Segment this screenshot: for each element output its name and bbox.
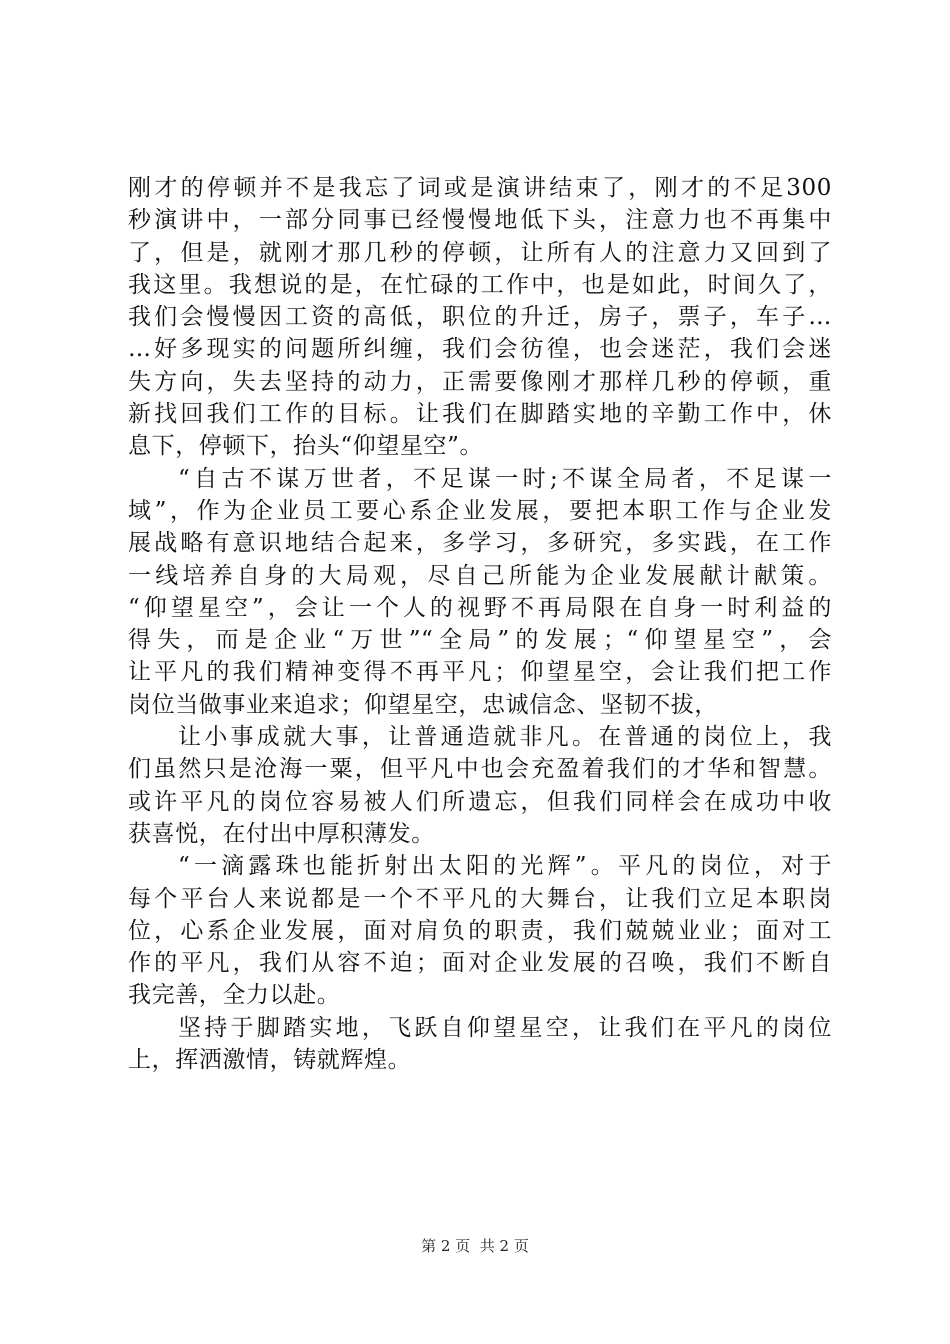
text-line: 刚才的停顿并不是我忘了词或是演讲结束了，刚才的不足300 [128, 175, 832, 201]
page-number-label: 第 2 页 共 2 页 [421, 1237, 529, 1255]
text-line: 域”，作为企业员工要心系企业发展，要把本职工作与企业发 [128, 497, 832, 524]
text-line: 我完善，全力以赴。 [128, 982, 341, 1009]
text-line: 一线培养自身的大局观，尽自己所能为企业发展献计献策。 [128, 562, 832, 589]
text-line: 我这里。我想说的是，在忙碌的工作中，也是如此，时间久了， [128, 271, 832, 298]
text-line: “仰望星空”，会让一个人的视野不再局限在自身一时利益的 [128, 594, 832, 621]
text-line: 展战略有意识地结合起来，多学习，多研究，多实践，在工作 [128, 530, 832, 557]
text-line: 让平凡的我们精神变得不再平凡；仰望星空，会让我们把工作 [128, 659, 832, 686]
text-line: “自古不谋万世者，不足谋一时;不谋全局者，不足谋一 [178, 465, 832, 492]
text-line: …好多现实的问题所纠缠，我们会彷徨，也会迷茫，我们会迷 [128, 336, 832, 363]
text-line: 秒演讲中，一部分同事已经慢慢地低下头，注意力也不再集中 [128, 207, 832, 234]
text-line: 了，但是，就刚才那几秒的停顿，让所有人的注意力又回到了 [128, 239, 832, 266]
text-line: 位，心系企业发展，面对肩负的职责，我们兢兢业业；面对工 [128, 917, 832, 944]
page-footer [0, 1236, 950, 1256]
text-line: 失方向，失去坚持的动力，正需要像刚才那样几秒的停顿，重 [128, 368, 832, 395]
text-line: 上，挥洒激情，铸就辉煌。 [128, 1047, 412, 1074]
text-line: 获喜悦，在付出中厚积薄发。 [128, 820, 435, 847]
text-line: 岗位当做事业来追求；仰望星空，忠诚信念、坚韧不拔， [128, 691, 718, 718]
text-line: 或许平凡的岗位容易被人们所遗忘，但我们同样会在成功中收 [128, 788, 832, 815]
text-line: 作的平凡，我们从容不迫；面对企业发展的召唤，我们不断自 [128, 950, 832, 977]
text-line: 每个平台人来说都是一个不平凡的大舞台，让我们立足本职岗 [128, 885, 832, 912]
text-line: 息下，停顿下，抬头“仰望星空”。 [128, 433, 484, 460]
document-body [128, 172, 832, 1076]
text-line: 们虽然只是沧海一粟，但平凡中也会充盈着我们的才华和智慧。 [128, 756, 832, 783]
text-line: “一滴露珠也能折射出太阳的光辉”。平凡的岗位，对于 [178, 853, 832, 880]
text-line: 新找回我们工作的目标。让我们在脚踏实地的辛勤工作中，休 [128, 401, 832, 428]
text-line: 让小事成就大事，让普通造就非凡。在普通的岗位上，我 [178, 724, 832, 751]
text-line: 我们会慢慢因工资的高低，职位的升迁，房子，票子，车子… [128, 304, 832, 331]
text-line: 坚持于脚踏实地，飞跃自仰望星空，让我们在平凡的岗位 [178, 1014, 832, 1041]
text-line: 得失，而是企业“万世”“全局”的发展；“仰望星空”，会 [128, 627, 832, 654]
